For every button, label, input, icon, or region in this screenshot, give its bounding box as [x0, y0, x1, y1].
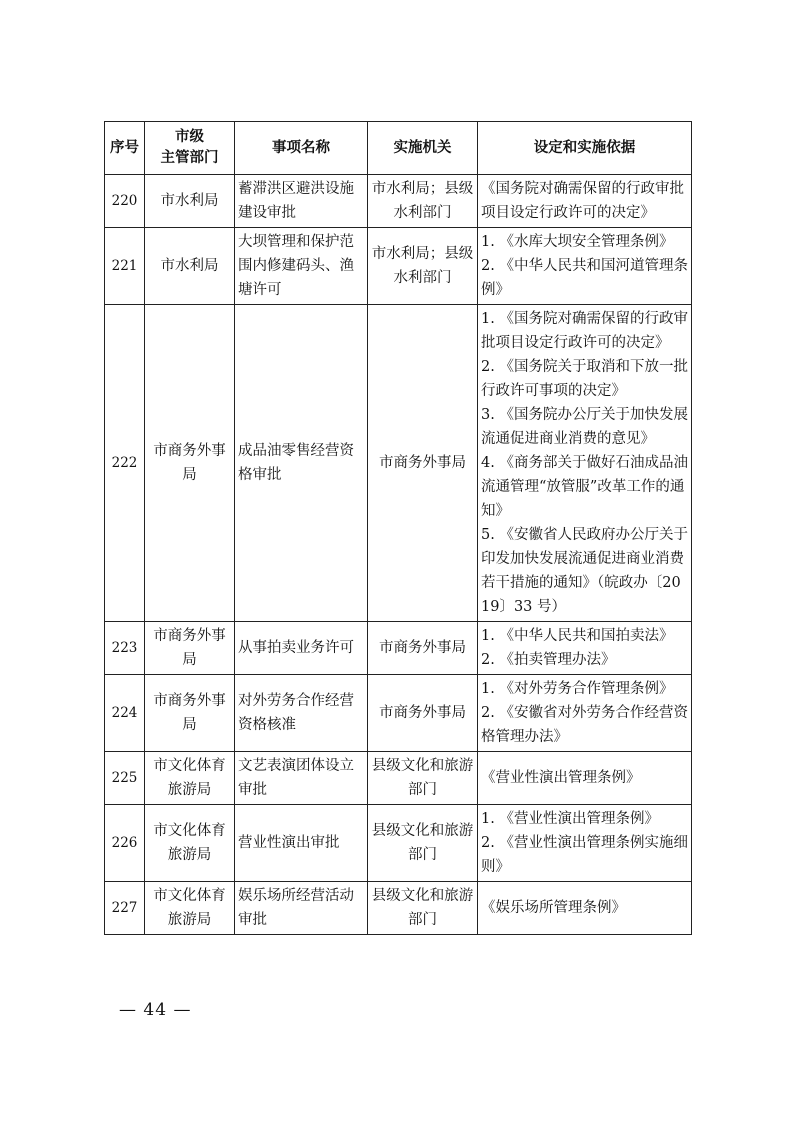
cell-legal-basis	[478, 305, 692, 622]
cell-item-name: 成品油零售经营资格审批	[235, 305, 368, 622]
header-item-name: 事项名称	[235, 122, 368, 175]
basis-line: 1. 《对外劳务合作管理条例》	[481, 681, 674, 697]
cell-department: 市文化体育旅游局	[145, 882, 235, 935]
cell-implementing-org: 县级文化和旅游部门	[368, 805, 478, 882]
cell-serial: 225	[105, 752, 145, 805]
cell-implementing-org: 县级文化和旅游部门	[368, 882, 478, 935]
page-number: — 44 —	[119, 1000, 192, 1020]
cell-serial: 220	[105, 175, 145, 228]
table-body	[105, 175, 692, 935]
cell-item-name: 蓄滞洪区避洪设施建设审批	[235, 175, 368, 228]
basis-line: 5. 《安徽省人民政府办公厅关于印发加快发展流通促进商业消费若干措施的通知》（皖政办〔2019〕33 号）	[481, 527, 688, 615]
cell-department: 市商务外事局	[145, 305, 235, 622]
cell-serial: 224	[105, 675, 145, 752]
basis-line: 1. 《国务院对确需保留的行政审批项目设定行政许可的决定》	[481, 311, 688, 351]
cell-legal-basis	[478, 752, 692, 805]
cell-legal-basis	[478, 805, 692, 882]
cell-legal-basis	[478, 622, 692, 675]
cell-item-name: 娱乐场所经营活动审批	[235, 882, 368, 935]
cell-implementing-org: 县级文化和旅游部门	[368, 752, 478, 805]
table-row	[105, 675, 692, 752]
table-row	[105, 175, 692, 228]
header-legal-basis: 设定和实施依据	[478, 122, 692, 175]
cell-serial: 226	[105, 805, 145, 882]
header-department: 市级 主管部门	[145, 122, 235, 175]
basis-line: 2. 《营业性演出管理条例实施细则》	[481, 835, 688, 875]
basis-line: 1. 《水库大坝安全管理条例》	[481, 234, 674, 250]
cell-serial: 223	[105, 622, 145, 675]
cell-department: 市商务外事局	[145, 622, 235, 675]
cell-legal-basis	[478, 228, 692, 305]
table-row	[105, 228, 692, 305]
document-page	[104, 121, 691, 935]
cell-department: 市商务外事局	[145, 675, 235, 752]
basis-line: 2. 《中华人民共和国河道管理条例》	[481, 258, 688, 298]
basis-line: 4. 《商务部关于做好石油成品油流通管理“放管服”改革工作的通知》	[481, 455, 688, 519]
table-row	[105, 805, 692, 882]
cell-implementing-org: 市商务外事局	[368, 305, 478, 622]
cell-implementing-org: 市商务外事局	[368, 675, 478, 752]
table-row	[105, 882, 692, 935]
header-serial: 序号	[105, 122, 145, 175]
cell-department: 市水利局	[145, 175, 235, 228]
approval-items-table	[104, 121, 692, 935]
cell-legal-basis	[478, 675, 692, 752]
cell-serial: 227	[105, 882, 145, 935]
cell-implementing-org: 市水利局；县级水利部门	[368, 228, 478, 305]
cell-legal-basis	[478, 882, 692, 935]
cell-item-name: 文艺表演团体设立审批	[235, 752, 368, 805]
cell-item-name: 营业性演出审批	[235, 805, 368, 882]
cell-implementing-org: 市商务外事局	[368, 622, 478, 675]
basis-line: 1. 《中华人民共和国拍卖法》	[481, 628, 674, 644]
table-header-row	[105, 122, 692, 175]
cell-legal-basis	[478, 175, 692, 228]
basis-line: 3. 《国务院办公厅关于加快发展流通促进商业消费的意见》	[481, 407, 688, 447]
cell-serial: 221	[105, 228, 145, 305]
basis-line: 《营业性演出管理条例》	[481, 770, 641, 786]
header-implementing-org: 实施机关	[368, 122, 478, 175]
basis-line: 2. 《拍卖管理办法》	[481, 652, 616, 668]
table-row	[105, 752, 692, 805]
cell-department: 市文化体育旅游局	[145, 805, 235, 882]
cell-serial: 222	[105, 305, 145, 622]
basis-line: 2. 《安徽省对外劳务合作经营资格管理办法》	[481, 705, 688, 745]
basis-line: 《娱乐场所管理条例》	[481, 900, 626, 916]
cell-department: 市水利局	[145, 228, 235, 305]
basis-line: 2. 《国务院关于取消和下放一批行政许可事项的决定》	[481, 359, 688, 399]
table-row	[105, 622, 692, 675]
basis-line: 1. 《营业性演出管理条例》	[481, 811, 659, 827]
cell-implementing-org: 市水利局；县级水利部门	[368, 175, 478, 228]
table-row	[105, 305, 692, 622]
cell-item-name: 大坝管理和保护范围内修建码头、渔塘许可	[235, 228, 368, 305]
cell-item-name: 从事拍卖业务许可	[235, 622, 368, 675]
cell-item-name: 对外劳务合作经营资格核准	[235, 675, 368, 752]
basis-line: 《国务院对确需保留的行政审批项目设定行政许可的决定》	[481, 181, 684, 221]
cell-department: 市文化体育旅游局	[145, 752, 235, 805]
